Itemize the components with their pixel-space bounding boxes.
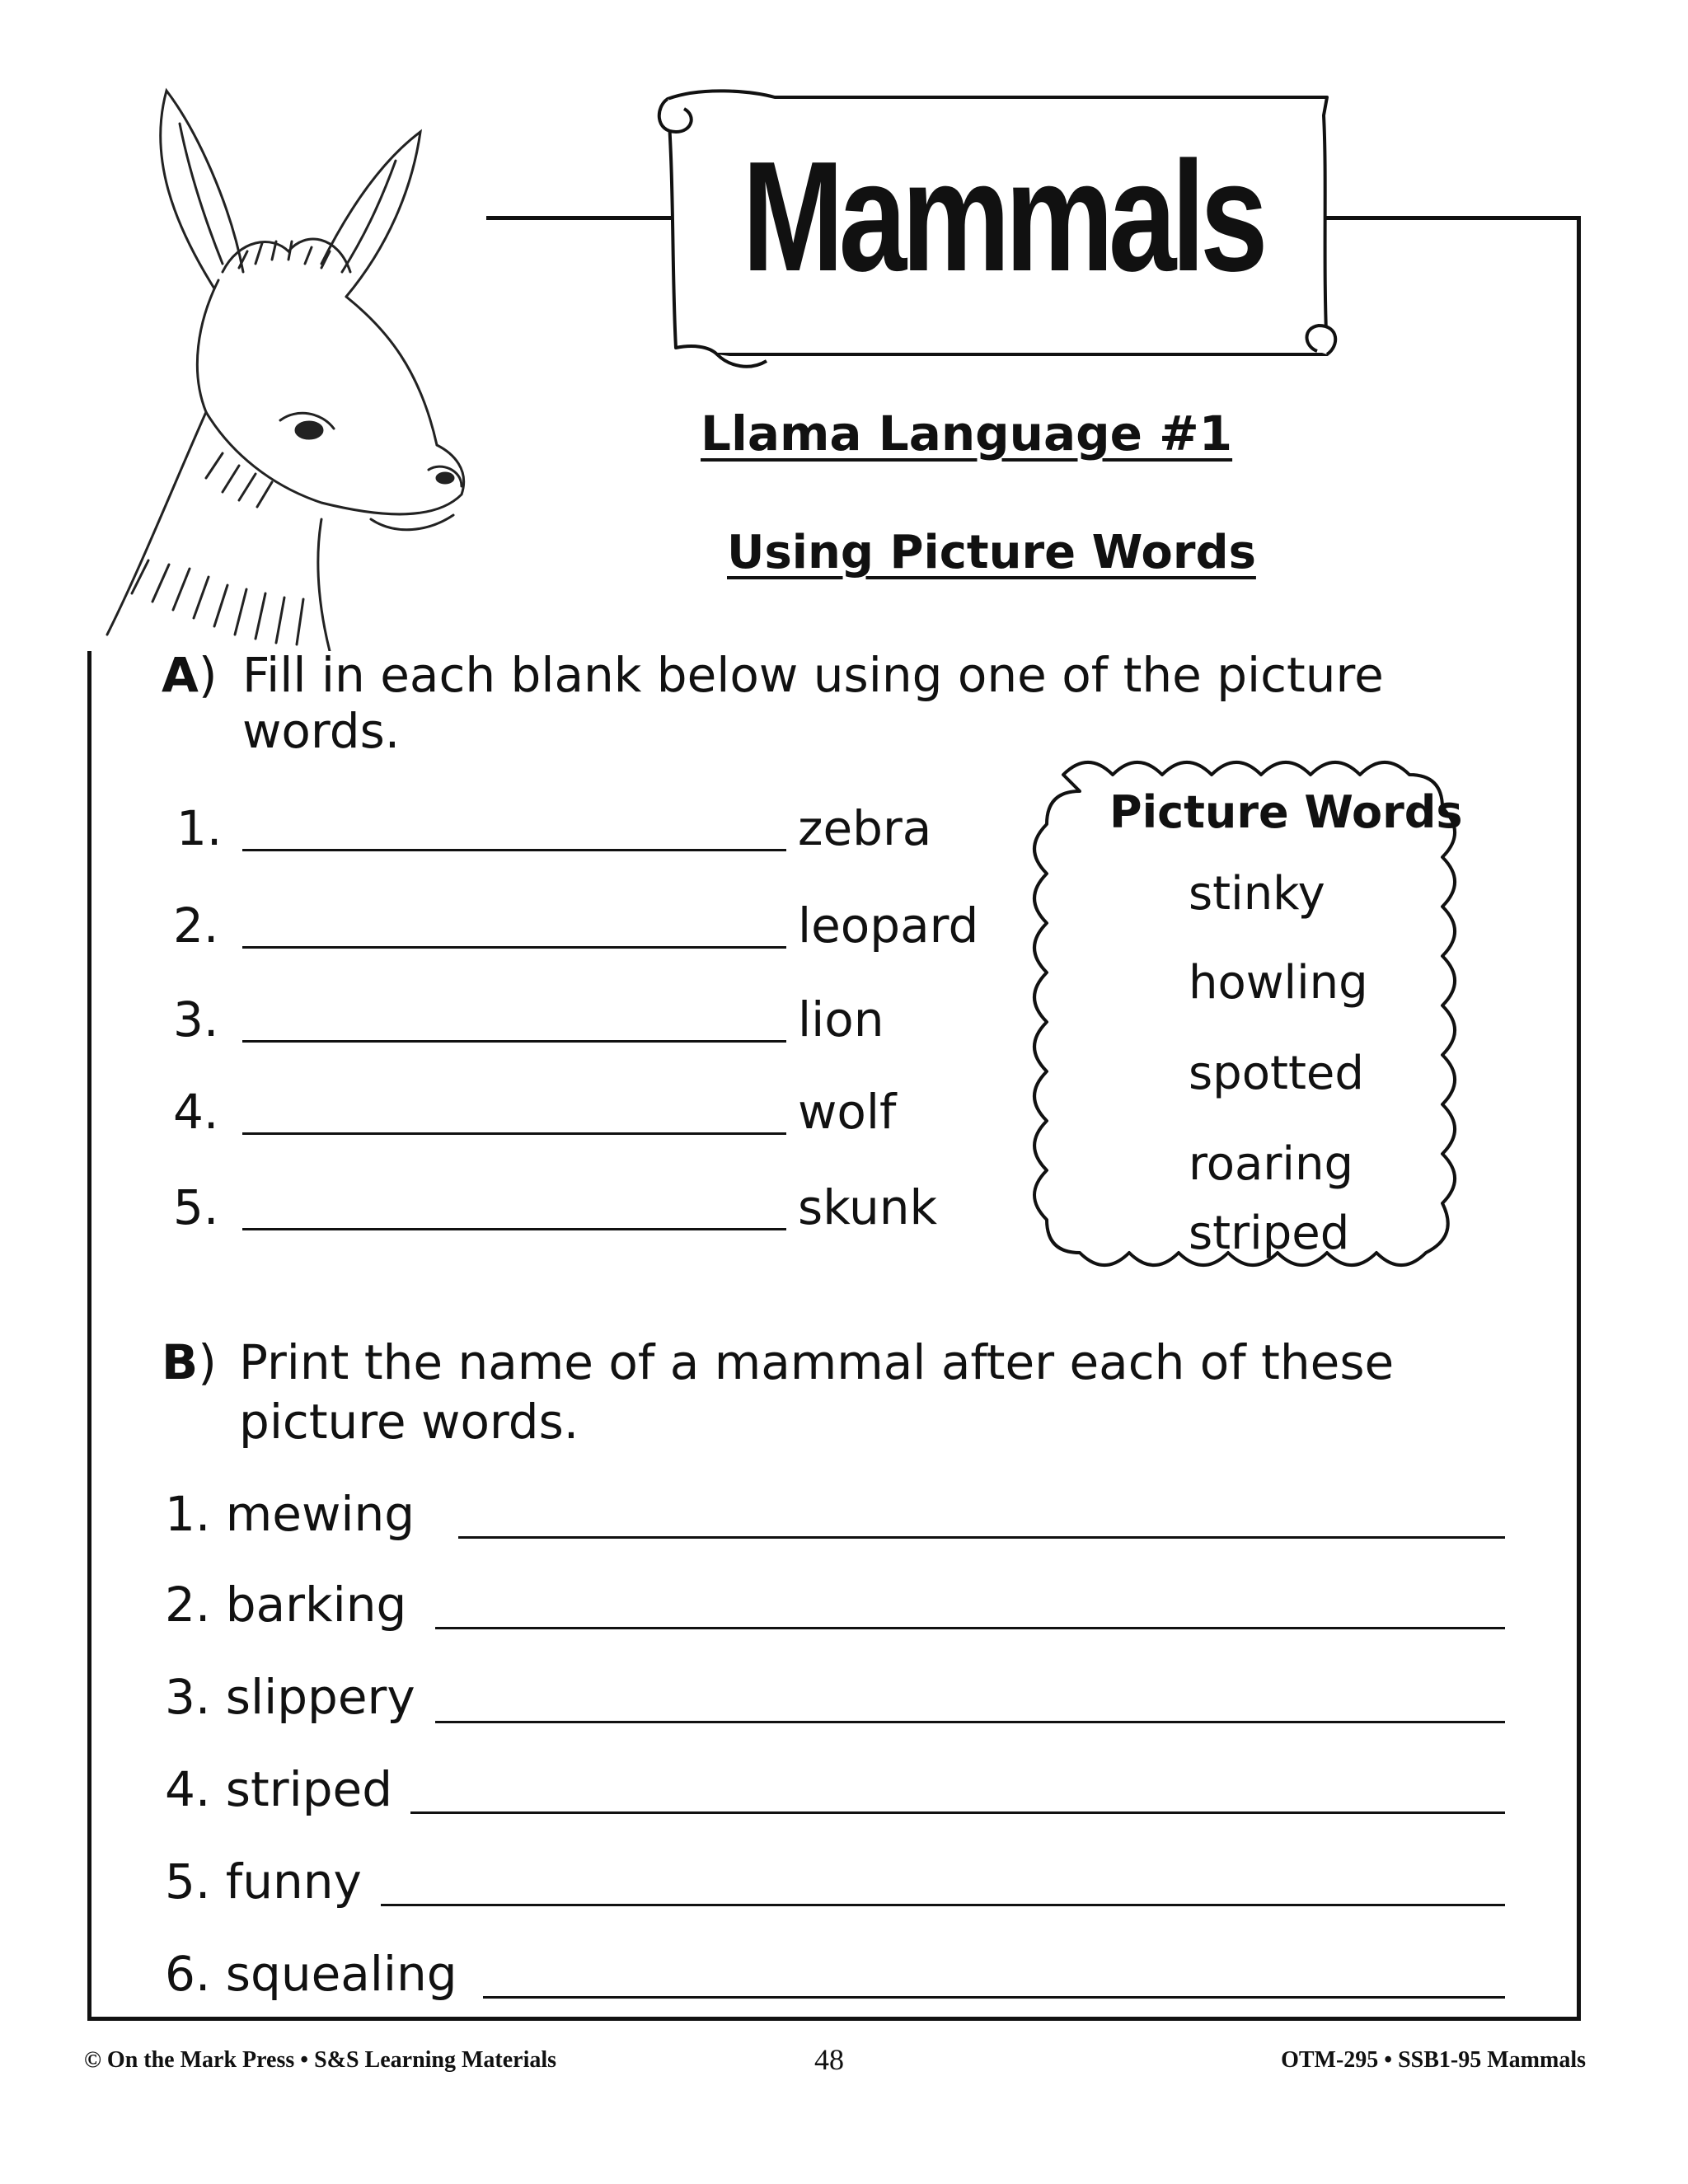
footer-series: OTM-295 • SSB1-95 Mammals xyxy=(1281,2047,1586,2073)
frame-top-border xyxy=(1311,216,1581,220)
section-b-instruction: Print the name of a mammal after each of these xyxy=(239,1334,1395,1390)
b-item xyxy=(165,1854,362,1910)
a-item-number: 4. xyxy=(173,1084,219,1140)
b-answer-blank[interactable] xyxy=(483,1996,1505,1999)
b-item-word: squealing xyxy=(225,1946,457,2002)
a-answer-blank[interactable] xyxy=(242,849,786,851)
section-a-paren: ) xyxy=(198,647,218,703)
b-item xyxy=(165,1761,393,1817)
b-item-number: 3. xyxy=(165,1669,211,1725)
b-item-word: mewing xyxy=(225,1486,415,1542)
a-item-animal: wolf xyxy=(798,1084,897,1140)
b-item xyxy=(165,1486,415,1542)
b-item-word: slippery xyxy=(225,1669,415,1725)
section-b-label: B xyxy=(162,1334,199,1390)
section-a-instruction: words. xyxy=(242,703,401,759)
section-a-label: A xyxy=(162,647,199,703)
page-number: 48 xyxy=(814,2043,844,2076)
section-a-instruction: Fill in each blank below using one of the picture xyxy=(242,647,1384,703)
b-item-word: funny xyxy=(225,1854,362,1910)
b-answer-blank[interactable] xyxy=(381,1904,1505,1906)
b-item xyxy=(165,1946,457,2002)
a-item-number: 5. xyxy=(173,1179,219,1235)
b-item-number: 4. xyxy=(165,1761,211,1817)
page-title: Mammals xyxy=(742,129,1264,304)
section-b-heading xyxy=(162,1334,217,1390)
footer-copyright: © On the Mark Press • S&S Learning Materials xyxy=(84,2047,557,2073)
a-answer-blank[interactable] xyxy=(242,1132,786,1135)
a-answer-blank[interactable] xyxy=(242,1040,786,1043)
b-item-number: 1. xyxy=(165,1486,211,1542)
b-item-number: 6. xyxy=(165,1946,211,2002)
lesson-subtitle: Using Picture Words xyxy=(727,526,1256,579)
a-item-number: 2. xyxy=(173,898,219,954)
section-a-heading xyxy=(162,647,218,703)
section-b-paren: ) xyxy=(198,1334,217,1390)
lesson-title: Llama Language #1 xyxy=(701,405,1233,462)
a-answer-blank[interactable] xyxy=(242,1228,786,1230)
a-item-animal: zebra xyxy=(798,800,932,856)
a-item-number: 3. xyxy=(173,991,219,1047)
section-b-instruction: picture words. xyxy=(239,1394,579,1450)
a-answer-blank[interactable] xyxy=(242,946,786,949)
llama-illustration xyxy=(74,58,486,651)
b-answer-blank[interactable] xyxy=(410,1811,1505,1814)
picture-word: howling xyxy=(1189,956,1368,1010)
b-item-number: 2. xyxy=(165,1577,211,1633)
a-item-animal: skunk xyxy=(798,1179,938,1235)
picture-word: roaring xyxy=(1189,1137,1353,1191)
b-item-word: striped xyxy=(225,1761,393,1817)
picture-words-title: Picture Words xyxy=(1109,786,1463,838)
a-item-animal: leopard xyxy=(798,898,979,954)
picture-word: spotted xyxy=(1189,1047,1364,1100)
a-item-number: 1. xyxy=(176,800,223,856)
b-answer-blank[interactable] xyxy=(435,1627,1505,1629)
b-item xyxy=(165,1577,407,1633)
picture-word: stinky xyxy=(1189,867,1325,921)
a-item-animal: lion xyxy=(798,991,884,1047)
b-item-number: 5. xyxy=(165,1854,211,1910)
b-item xyxy=(165,1669,415,1725)
picture-word: striped xyxy=(1189,1207,1350,1260)
b-answer-blank[interactable] xyxy=(458,1536,1505,1539)
b-answer-blank[interactable] xyxy=(435,1721,1505,1723)
b-item-word: barking xyxy=(225,1577,407,1633)
